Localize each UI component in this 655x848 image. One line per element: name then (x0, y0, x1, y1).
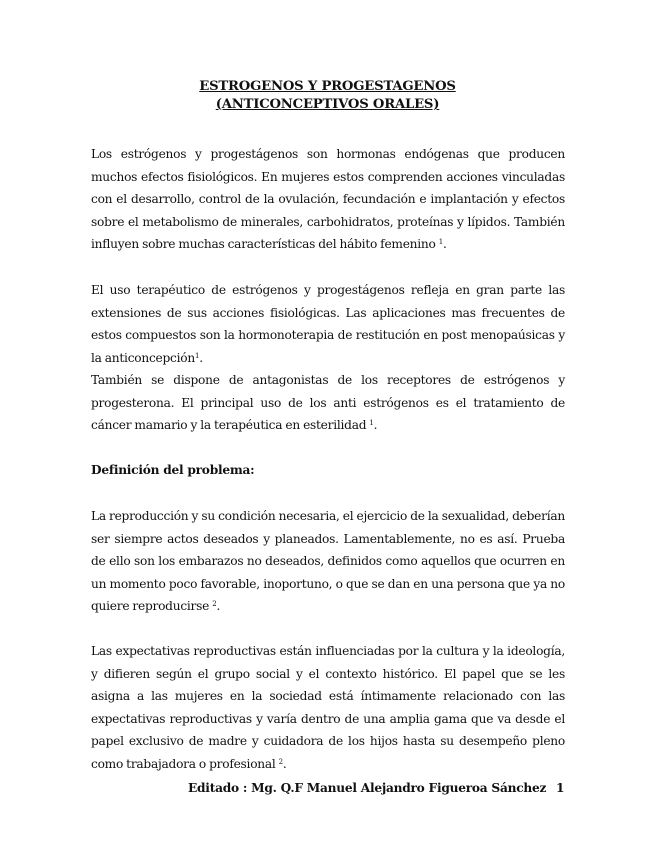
document-title-line-1: ESTROGENOS Y PROGESTAGENOS (199, 79, 456, 94)
paragraph-text: Los estrógenos y progestágenos son hormonas endógenas que producen muchos efectos fisiológicos. En mujeres estos comprenden acciones vinculadas con el desarrollo, control de la ovulación, fecundación e implantación y efectos sobre el metabolismo de minerales, carbohidratos, proteínas y lípidos. También influyen sobre muchas características del hábito femenino (91, 147, 565, 252)
paragraph-text: También se dispone de antagonistas de los receptores de estrógenos y progesterona. El principal uso de los anti estrógenos es el tratamiento de cáncer mamario y la terapéutica en esterilidad (91, 373, 565, 433)
reference-marker: 2 (212, 600, 217, 609)
section-heading: Definición del problema: (91, 463, 255, 477)
paragraph-therapeutic-use (91, 279, 565, 369)
page-number: 1 (556, 781, 565, 795)
paragraph-text: La reproducción y su condición necesaria, el ejercicio de la sexualidad, deberían ser siempre actos deseados y planeados. Lamentablemente, no es así. Prueba de ello son los embarazos no deseados, definidos como aquellos que ocurren en un momento poco favorable, inoportuno, o que se dan en una persona que ya no quiere reproducirse (91, 509, 565, 614)
paragraph-intro (91, 143, 565, 256)
paragraph-end: . (199, 350, 203, 365)
paragraph-end: . (373, 418, 378, 433)
reference-marker: 1 (369, 419, 374, 428)
document-title-line-2: (ANTICONCEPTIVOS ORALES) (215, 97, 440, 112)
paragraph-expectations (91, 640, 565, 776)
paragraph-end: . (282, 756, 287, 771)
paragraph-text: El uso terapéutico de estrógenos y progestágenos refleja en gran parte las extensiones de sus acciones fisiológicas. Las aplicaciones mas frecuentes de estos compuestos son la hormonoterapia de restitución en post menopaúsicas y la anticoncepción (91, 283, 565, 365)
paragraph-end: . (216, 599, 221, 614)
paragraph-end: . (442, 237, 447, 252)
footer-editor: Editado : Mg. Q.F Manuel Alejandro Figueroa Sánchez (188, 781, 547, 795)
reference-marker: 2 (278, 757, 283, 766)
paragraph-reproduction (91, 505, 565, 618)
paragraph-text: Las expectativas reproductivas están influenciadas por la cultura y la ideología, y difieren según el grupo social y el contexto histórico. El papel que se les asigna a las mujeres en la sociedad está íntimamente relacionado con las expectativas reproductivas y varía dentro de una amplia gama que va desde el papel exclusivo de madre y cuidadora de los hijos hasta su desempeño pleno como trabajadora o profesional (91, 644, 565, 771)
paragraph-antagonists (91, 369, 565, 437)
reference-marker: 1 (438, 238, 443, 247)
reference-marker: 1 (194, 351, 200, 360)
